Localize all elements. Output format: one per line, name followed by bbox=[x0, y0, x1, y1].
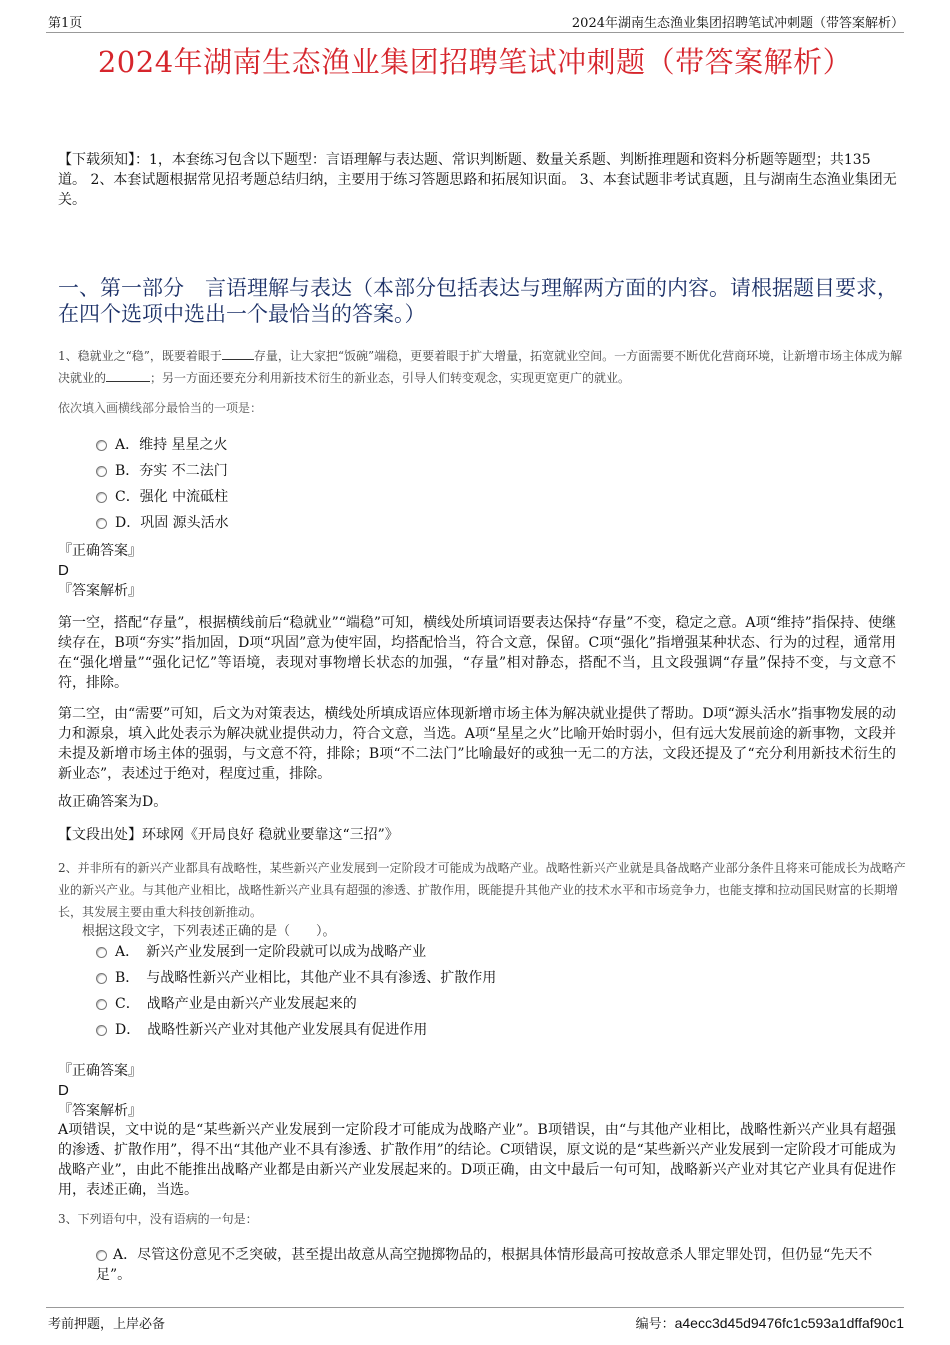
question-2-options bbox=[96, 939, 896, 1043]
download-notice: 【下载须知】：1，本套练习包含以下题型：言语理解与表达题、常识判断题、数量关系题、判断推理题和资料分析题等题型；共135道。 2、本套试题根据常见招考题总结归纳，主要用于练习答题思路和拓展知识面。 3、本套试题非考试真题，且与湖南生态渔业集团无关。 bbox=[58, 152, 897, 208]
footer-code: 编号：a4ecc3d45d9476fc1c593a1dffaf90c1 bbox=[635, 1315, 904, 1332]
footer-divider bbox=[46, 1307, 904, 1308]
question-1-analysis-label: 『答案解析』 bbox=[58, 583, 142, 599]
footer-slogan: 考前押题，上岸必备 bbox=[48, 1317, 166, 1332]
question-1-answer: D bbox=[58, 562, 69, 579]
header-divider bbox=[46, 32, 904, 33]
question-3-text: 3、下列语句中，没有语病的一句是： bbox=[58, 1212, 258, 1226]
radio-icon[interactable] bbox=[96, 1250, 107, 1261]
question-2-answer: D bbox=[58, 1082, 69, 1099]
question-2-answer-label: 『正确答案』 bbox=[58, 1063, 142, 1079]
radio-icon[interactable] bbox=[96, 466, 107, 477]
document-title: 2024年湖南生态渔业集团招聘笔试冲刺题（带答案解析） bbox=[97, 45, 853, 79]
question-1-analysis-2: 第二空，由“需要”可知，后文为对策表达，横线处所填成语应体现新增市场主体为解决就业提供了帮助。D项“源头活水”指事物发展的动力和源泉，填入此处表示为解决就业提供动力，符合文意，当选。A项“星星之火”比喻开始时弱小，但有远大发展前途的新事物，文段并未提及新增市场主体的强弱，与文意不符，排除；B项“不二法门”比喻最好的或独一无二的方法，文段还提及了“充分利用新技术衍生的新业态”，表述过于绝对，程度过重，排除。 bbox=[58, 706, 896, 782]
question-2-option-a[interactable]: A． 新兴产业发展到一定阶段就可以成为战略产业 bbox=[96, 939, 896, 965]
question-1-answer-label: 『正确答案』 bbox=[58, 543, 142, 559]
radio-icon[interactable] bbox=[96, 947, 107, 958]
radio-icon[interactable] bbox=[96, 973, 107, 984]
question-2-prompt: 根据这段文字，下列表述正确的是（ ）。 bbox=[82, 924, 336, 939]
question-1-prompt: 依次填入画横线部分最恰当的一项是： bbox=[58, 401, 263, 415]
question-1-conclusion: 故正确答案为D。 bbox=[58, 794, 168, 810]
question-1-option-c[interactable]: C．强化 中流砥柱 bbox=[96, 484, 896, 510]
question-2-option-b[interactable]: B． 与战略性新兴产业相比，其他产业不具有渗透、扩散作用 bbox=[96, 965, 896, 991]
question-2-option-c[interactable]: C． 战略产业是由新兴产业发展起来的 bbox=[96, 991, 896, 1017]
running-header-title: 2024年湖南生态渔业集团招聘笔试冲刺题（带答案解析） bbox=[571, 16, 904, 31]
radio-icon[interactable] bbox=[96, 518, 107, 529]
page-number: 第1页 bbox=[48, 16, 83, 31]
question-2-option-d[interactable]: D． 战略性新兴产业对其他产业发展具有促进作用 bbox=[96, 1017, 896, 1043]
radio-icon[interactable] bbox=[96, 492, 107, 503]
question-1-option-b[interactable]: B．夯实 不二法门 bbox=[96, 458, 896, 484]
radio-icon[interactable] bbox=[96, 1025, 107, 1036]
radio-icon[interactable] bbox=[96, 999, 107, 1010]
radio-icon[interactable] bbox=[96, 440, 107, 451]
question-1-options bbox=[96, 432, 896, 536]
question-1-option-a[interactable]: A．维持 星星之火 bbox=[96, 432, 896, 458]
blank-1 bbox=[222, 347, 254, 360]
question-1-source: 【文段出处】环球网《开局良好 稳就业要靠这“三招”》 bbox=[58, 827, 399, 843]
question-3-option-a[interactable]: A．尽管这份意见不乏突破，甚至提出故意从高空抛掷物品的，根据具体情形最高可按故意杀人罪定罪处罚，但仍显“先天不足”。 bbox=[96, 1247, 873, 1283]
question-2-analysis: A项错误，文中说的是“某些新兴产业发展到一定阶段才可能成为战略产业”。B项错误，由“与其他产业相比，战略性新兴产业具有超强的渗透、扩散作用”，得不出“其他产业不具有渗透、扩散作用”的结论。C项错误，原文说的是“某些新兴产业发展到一定阶段才可能成为战略产业”，由此不能推出战略产业都是由新兴产业发展起来的。D项正确，由文中最后一句可知，战略新兴产业对其它产业具有促进作用，表述正确，当选。 bbox=[58, 1122, 896, 1198]
question-2-text: 2、并非所有的新兴产业都具有战略性，某些新兴产业发展到一定阶段才可能成为战略产业。战略性新兴产业就是具备战略产业部分条件且将来可能成长为战略产业的新兴产业。与其他产业相比，战略性新兴产业具有超强的渗透、扩散作用，既能提升其他产业的技术水平和市场竞争力，也能支撑和拉动国民财富的长期增长，其发展主要由重大科技创新推动。 bbox=[58, 861, 906, 919]
question-2-analysis-label: 『答案解析』 bbox=[58, 1103, 142, 1119]
question-1-text: 1、稳就业之“稳”，既要着眼于 存量，让大家把“饭碗”端稳，更要着眼于扩大增量，拓宽就业空间。一方面需要不断优化营商环境，让新增市场主体成为解决就业的 ；另一方面还要充分利用新技术衍生的新业态，引导人们转变观念，实现更宽更广的就业。 bbox=[58, 349, 903, 385]
section-heading: 一、第一部分 言语理解与表达（本部分包括表达与理解两方面的内容。请根据题目要求，在四个选项中选出一个最恰当的答案。） bbox=[58, 276, 898, 326]
blank-2 bbox=[106, 369, 150, 382]
question-1-option-d[interactable]: D．巩固 源头活水 bbox=[96, 510, 896, 536]
question-1-analysis-1: 第一空，搭配“存量”，根据横线前后“稳就业”“端稳”可知，横线处所填词语要表达保持“存量”不变，稳定之意。A项“维持”指保持、使继续存在，B项“夯实”指加固，D项“巩固”意为使牢固，均搭配恰当，符合文意，保留。C项“强化”指增强某种状态、行为的过程，通常用在“强化增量”“强化记忆”等语境，表现对事物增长状态的加强，“存量”相对静态，搭配不当，且文段强调“存量”保持不变，与文意不符，排除。 bbox=[58, 615, 896, 691]
